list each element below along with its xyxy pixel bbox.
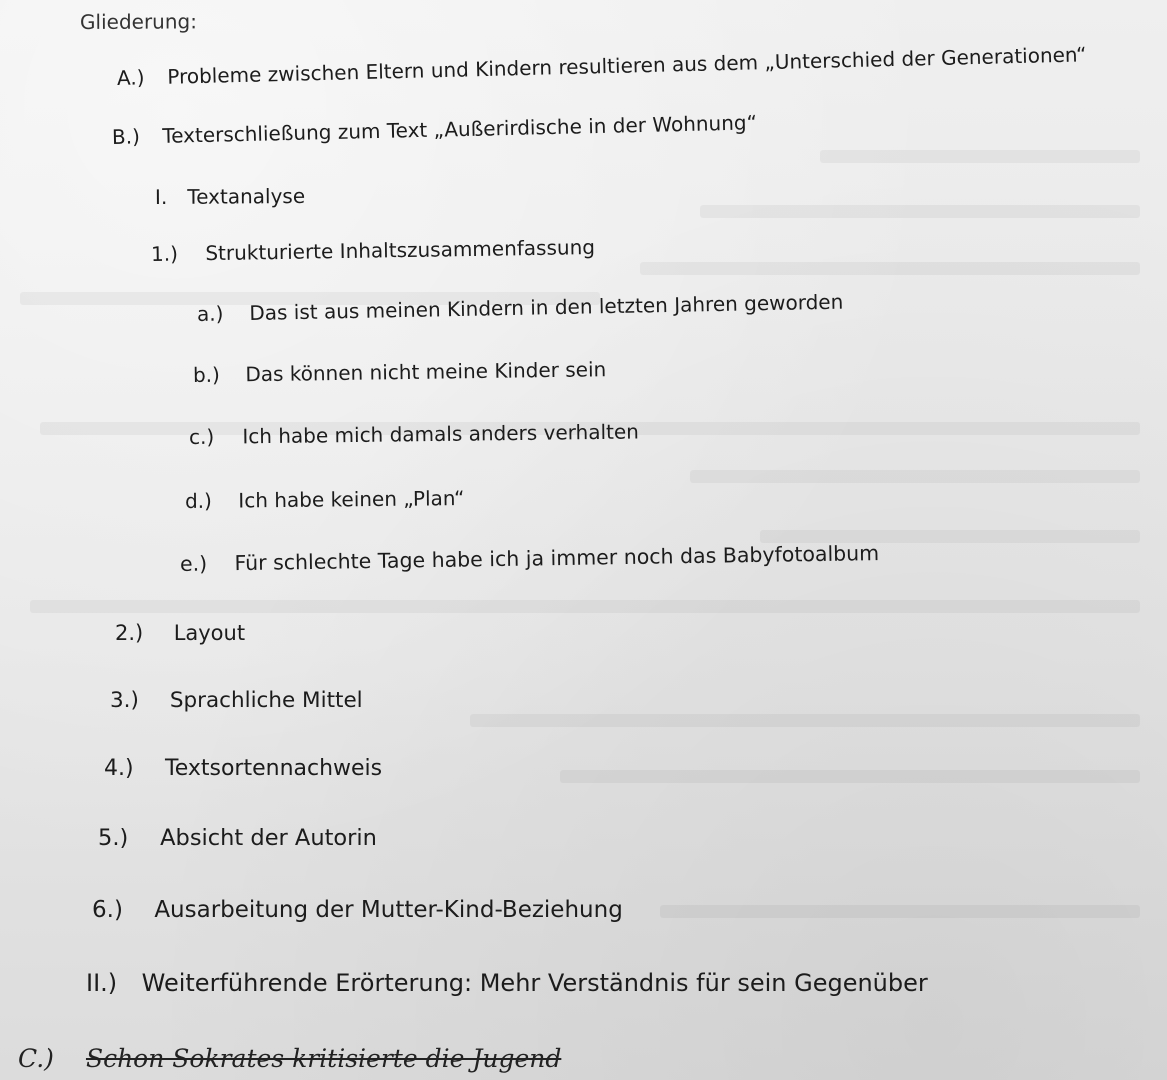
item-text: Ich habe mich damals anders verhalten [242, 419, 640, 449]
item-text: Ich habe keinen „Plan“ [238, 486, 465, 513]
item-text: Sprachliche Mittel [169, 688, 363, 713]
item-text: Das ist aus meinen Kindern in den letzten Jahren geworden [249, 289, 844, 325]
item-number: C.) [18, 1044, 54, 1073]
show-through-text [700, 205, 1140, 218]
outline-item-1c [189, 420, 639, 449]
item-text: Absicht der Autorin [160, 825, 377, 851]
outline-item-c-crossed-out [18, 1044, 561, 1073]
item-number: A.) [116, 65, 145, 90]
show-through-text [690, 470, 1140, 483]
item-number: B.) [111, 124, 141, 149]
item-number: 2.) [115, 621, 144, 645]
outline-item-b-i [155, 184, 305, 209]
item-number: I. [154, 184, 168, 209]
item-number: d.) [184, 488, 212, 513]
item-number: 6.) [92, 897, 123, 923]
item-number: 4.) [104, 756, 134, 781]
item-text: Textanalyse [187, 183, 306, 209]
item-number: II.) [86, 969, 118, 997]
item-number: 1.) [150, 241, 179, 266]
item-number: c.) [188, 424, 215, 449]
item-text: Das können nicht meine Kinder sein [245, 357, 607, 387]
outline-heading: Gliederung: [79, 9, 197, 34]
item-text: Ausarbeitung der Mutter-Kind-Beziehung [154, 897, 623, 923]
item-text: Layout [173, 621, 246, 645]
outline-item-1e [180, 541, 880, 576]
outline-item-1 [151, 235, 595, 266]
show-through-text [660, 905, 1140, 918]
item-text: Texterschließung zum Text „Außerirdische in der Wohnung“ [162, 110, 758, 148]
outline-item-1d [185, 486, 465, 513]
item-text: Weiterführende Erörterung: Mehr Verständnis für sein Gegenüber [141, 969, 928, 997]
show-through-text [640, 262, 1140, 275]
outline-item-a [117, 42, 1087, 90]
show-through-text [820, 150, 1140, 163]
outline-item-b-ii [86, 969, 928, 997]
outline-item-4 [104, 756, 382, 781]
outline-item-1b [193, 357, 607, 387]
item-text: Textsortennachweis [165, 756, 383, 781]
item-text: Probleme zwischen Eltern und Kindern resultieren aus dem „Unterschied der Generationen“ [167, 42, 1087, 89]
show-through-text [560, 770, 1140, 783]
item-number: 3.) [110, 688, 139, 713]
outline-item-2 [115, 621, 245, 645]
item-text: Strukturierte Inhaltszusammenfassung [205, 235, 596, 266]
outline-item-b [112, 110, 757, 149]
item-text: Schon Sokrates kritisierte die Jugend [85, 1044, 562, 1073]
outline-item-3 [110, 688, 363, 713]
outline-item-5 [98, 825, 377, 851]
item-text: Für schlechte Tage habe ich ja immer noch das Babyfotoalbum [234, 541, 880, 576]
show-through-text [470, 714, 1140, 727]
item-number: 5.) [98, 825, 129, 851]
show-through-text [30, 600, 1140, 613]
item-number: b.) [192, 362, 221, 387]
item-number: a.) [196, 301, 224, 326]
outline-item-6 [92, 897, 623, 923]
item-number: e.) [179, 551, 208, 576]
